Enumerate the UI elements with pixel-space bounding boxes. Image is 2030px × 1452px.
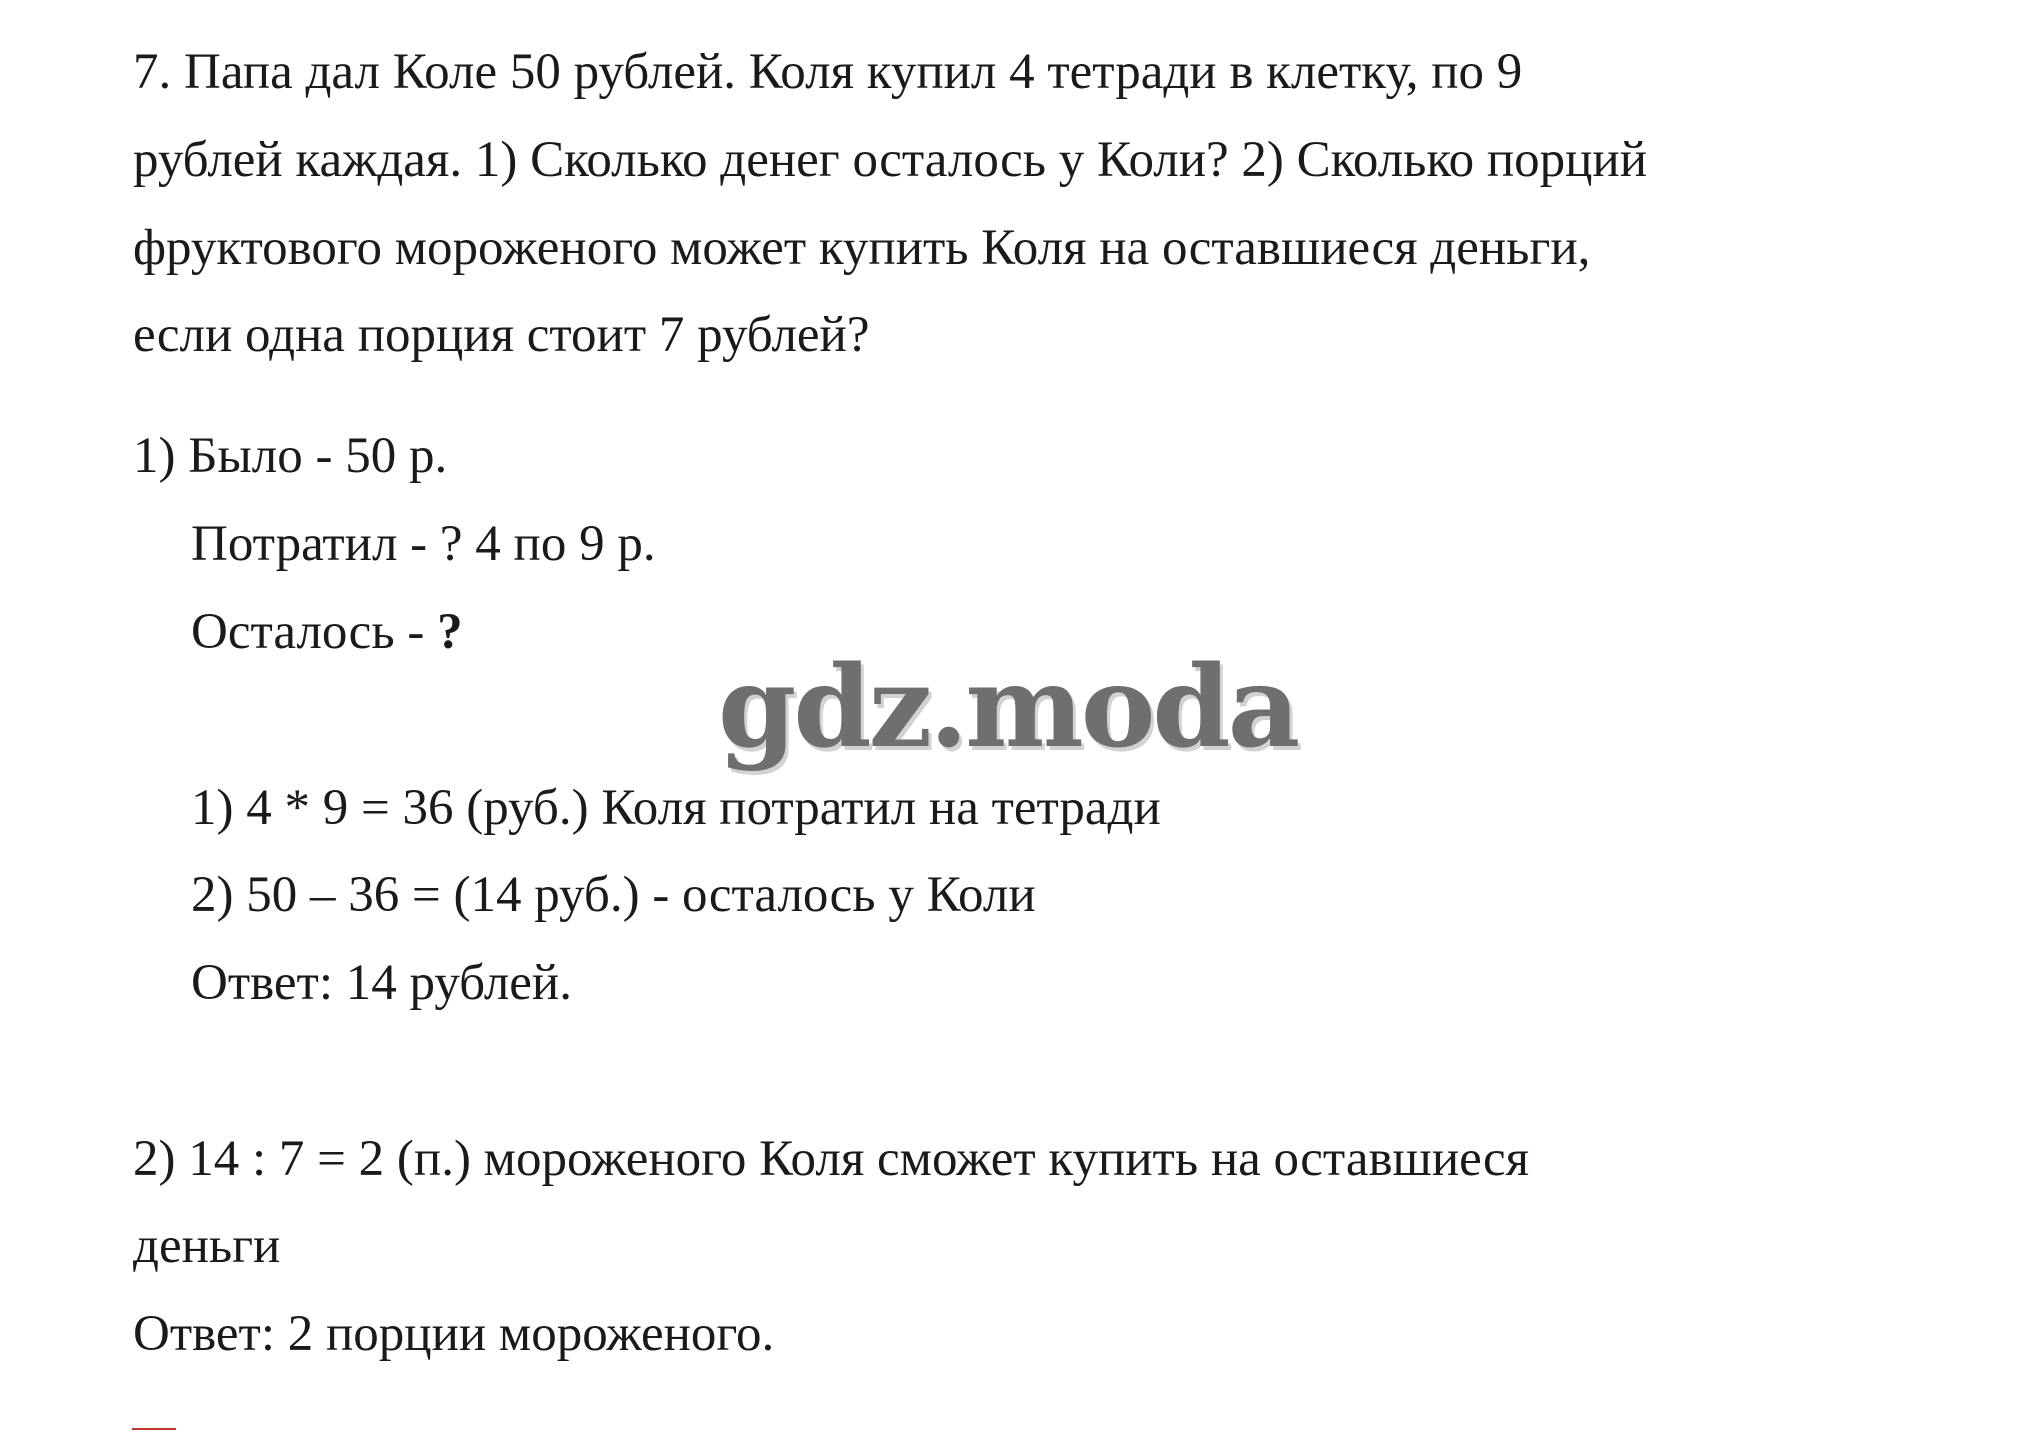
condition-remaining (191, 602, 463, 662)
solution-step: 2) 50 – 36 = (14 руб.) - осталось у Коли (191, 867, 1036, 923)
problem-line: если одна порция стоит 7 рублей? (133, 307, 870, 363)
remaining-label: Осталось - (191, 604, 438, 660)
solution-step: 1) 4 * 9 = 36 (руб.) Коля потратил на тетради (191, 780, 1161, 836)
red-dash-mark (132, 1428, 176, 1430)
problem-line: 7. Папа дал Коле 50 рублей. Коля купил 4 тетради в клетку, по 9 (133, 44, 1523, 100)
problem-line: фруктового мороженого может купить Коля на оставшиеся деньги, (133, 220, 1591, 276)
solution-step-2: 2) 14 : 7 = 2 (п.) мороженого Коля сможет купить на оставшиеся (133, 1131, 1530, 1187)
unknown-mark: ? (437, 604, 463, 660)
problem-line: рублей каждая. 1) Сколько денег осталось у Коли? 2) Сколько порций (133, 132, 1648, 188)
answer-1: Ответ: 14 рублей. (191, 955, 572, 1011)
watermark: gdz.moda (718, 642, 1298, 773)
answer-2: Ответ: 2 порции мороженого. (133, 1306, 775, 1362)
condition-line: Потратил - ? 4 по 9 р. (191, 516, 656, 572)
condition-line: 1) Было - 50 р. (133, 428, 448, 484)
solution-step-2-cont: деньги (133, 1218, 281, 1274)
